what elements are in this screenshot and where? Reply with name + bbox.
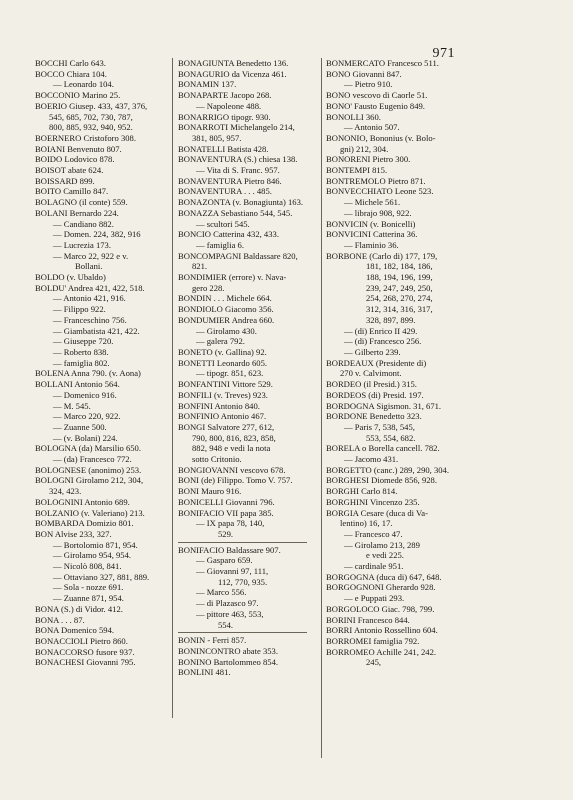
index-entry: — galera 792. (196, 336, 245, 347)
index-entry: BONVICINI Catterina 36. (326, 229, 418, 240)
index-entry: BORRI Antonio Rossellino 604. (326, 625, 438, 636)
index-entry: BONONIO, Bononius (v. Bolo- (326, 132, 436, 143)
index-entry: BONAVENTURA (S.) chiesa 138. (178, 154, 298, 165)
index-entry: BORGOLOCO Giac. 798, 799. (326, 603, 435, 614)
section-rule (178, 542, 307, 543)
index-entry: gero 228. (192, 282, 225, 293)
index-entry: — Zuanne 500. (53, 421, 107, 432)
index-entry: sotto Critonio. (192, 454, 242, 465)
index-entry: — IX papa 78, 140, (196, 518, 265, 529)
index-entry: — scultori 545. (196, 218, 250, 229)
index-entry: — Domenico 916. (53, 389, 117, 400)
index-entry: 324, 423. (49, 486, 82, 497)
index-entry: BORROMEO Achille 241, 242. (326, 646, 437, 657)
index-entry: BORINI Francesco 844. (326, 614, 410, 625)
column-divider (172, 58, 173, 718)
index-entry: BOCCHI Carlo 643. (35, 58, 106, 68)
index-entry: BONACHESI Giovanni 795. (35, 657, 136, 668)
index-entry: 529. (218, 528, 234, 539)
index-entry: e vedi 225. (366, 550, 404, 561)
index-entry: — Girolamo 954, 954. (53, 550, 132, 561)
index-entry: — Giovanni 97, 111, (196, 566, 269, 577)
index-entry: — (di) Enrico II 429. (344, 325, 418, 336)
index-entry: BOIDO Lodovico 878. (35, 154, 115, 165)
index-entry: — M. 545. (53, 400, 91, 411)
index-entry: — Girolamo 430. (196, 325, 257, 336)
index-entry: BONTEMPI 815. (326, 165, 388, 176)
index-entry: — cardinale 951. (344, 561, 404, 572)
index-entry: BONORENI Pietro 300. (326, 154, 411, 165)
section-rule (178, 632, 307, 633)
index-entry: BONAZONTA (v. Bonagiunta) 163. (178, 197, 304, 208)
index-entry: BOMBARDA Domizio 801. (35, 518, 134, 529)
index-entry: BORDEO (il Presid.) 315. (326, 379, 417, 390)
index-entry: BONFINIO Antonio 467. (178, 411, 267, 422)
index-entry: — Roberto 838. (53, 346, 109, 357)
index-entry: BORGETTO (canc.) 289, 290, 304. (326, 464, 449, 475)
index-entry: — Napoleone 488. (196, 100, 262, 111)
index-entry: BONAPARTE Jacopo 268. (178, 90, 272, 101)
index-entry: BONARRIGO tipogr. 930. (178, 111, 271, 122)
index-entry: BONGIOVANNI vescovo 678. (178, 464, 286, 475)
index-entry: BONFILI (v. Treves) 923. (178, 389, 268, 400)
index-entry: 554. (218, 619, 234, 630)
index-entry: BONIFACIO VII papa 385. (178, 507, 274, 518)
index-entry: — Jacomo 431. (344, 454, 399, 465)
index-entry: BONI Mauro 916. (178, 486, 242, 497)
index-entry: BONO Giovanni 847. (326, 68, 402, 79)
index-entry: 112, 770, 935. (218, 576, 268, 587)
index-entry: BONINCONTRO abate 353. (178, 645, 279, 656)
index-entry: BONAVENTURA . . . 485. (178, 186, 272, 197)
index-entry: BONICELLI Giovanni 796. (178, 496, 275, 507)
index-entry: BONDIMIER (errore) v. Nava- (178, 272, 287, 283)
index-entry: BOCCONIO Marino 25. (35, 90, 121, 101)
index-entry: BONFINI Antonio 840. (178, 400, 260, 411)
index-entry: — Paris 7, 538, 545, (344, 421, 415, 432)
index-entry: BONTREMOLO Pietro 871. (326, 175, 426, 186)
index-entry: BORGHINI Vincenzo 235. (326, 496, 420, 507)
index-entry: BONVICIN (v. Bonicelli) (326, 218, 416, 229)
index-entry: BONAMIN 137. (178, 79, 237, 90)
index-entry: — Lucrezia 173. (53, 239, 111, 250)
page-number: 971 (432, 46, 455, 61)
index-entry: 553, 554, 682. (366, 432, 416, 443)
index-entry: BOLDO (v. Ubaldo) (35, 272, 106, 283)
index-entry: BONLINI 481. (178, 667, 231, 678)
index-entry: BONFANTINI Vittore 529. (178, 379, 273, 390)
index-entry: BONA . . . 87. (35, 614, 85, 625)
index-entry: — Marco 556. (196, 587, 247, 598)
index-entry: BONIFACIO Baldassare 907. (178, 544, 281, 555)
index-entry: BOCCO Chiara 104. (35, 68, 107, 79)
index-entry: — Antonio 507. (344, 122, 400, 133)
index-entry: BON Alvise 233, 327. (35, 528, 112, 539)
index-entry: BOISSARD 899. (35, 175, 95, 186)
index-entry: 821. (192, 261, 208, 272)
index-entry: — Leonardo 104. (53, 79, 114, 90)
index-entry: BONA (S.) di Vidor. 412. (35, 603, 123, 614)
index-entry: — Nicolò 808, 841. (53, 561, 122, 572)
index-entry: BONATELLI Batista 428. (178, 143, 269, 154)
index-entry: BONACCORSO fusore 937. (35, 646, 135, 657)
index-columns (0, 58, 573, 758)
index-entry: 270 v. Calvimont. (340, 368, 402, 379)
index-entry: lentino) 16, 17. (340, 518, 393, 529)
index-entry: 381, 805, 957. (192, 132, 242, 143)
index-entry: — librajo 908, 922. (344, 207, 412, 218)
index-entry: — (v. Bolani) 224. (53, 432, 118, 443)
index-entry: BORGOGNONI Gherardo 928. (326, 582, 436, 593)
index-entry: BOLOGNESE (anonimo) 253. (35, 464, 142, 475)
index-entry: — Candiano 882. (53, 218, 114, 229)
index-entry: 882, 948 e vedi la nota (192, 443, 271, 454)
index-entry: — Franceschino 756. (53, 314, 127, 325)
index-entry: — di Plazasco 97. (196, 598, 259, 609)
index-entry: BOLAGNO (il conte) 559. (35, 197, 128, 208)
index-entry: — Antonio 421, 916. (53, 293, 126, 304)
index-entry: BORDEOS (di) Presid. 197. (326, 389, 424, 400)
index-column-1 (35, 58, 165, 668)
index-entry: 312, 314, 316, 317, (366, 304, 433, 315)
index-entry: BONAVENTURA Pietro 846. (178, 175, 282, 186)
index-entry: BONOLLI 360. (326, 111, 381, 122)
index-entry: — (di) Francesco 256. (344, 336, 422, 347)
index-entry: BONVECCHIATO Leone 523. (326, 186, 434, 197)
index-entry: 245, (366, 657, 382, 668)
index-entry: BONAGIUNTA Benedetto 136. (178, 58, 289, 68)
index-entry: BONETTI Leonardo 605. (178, 357, 268, 368)
index-entry: BORELA o Borella cancell. 782. (326, 443, 440, 454)
index-entry: BOLENA Anna 790. (v. Aona) (35, 368, 141, 379)
index-entry: BONDUMIER Andrea 660. (178, 314, 275, 325)
index-entry: BORDONE Benedetto 323. (326, 411, 422, 422)
index-entry: BORGHESI Diomede 856, 928. (326, 475, 437, 486)
index-entry: BOLOGNINI Antonio 689. (35, 496, 130, 507)
index-entry: BONGI Salvatore 277, 612, (178, 421, 275, 432)
index-entry: BORBONE (Carlo di) 177, 179, (326, 250, 438, 261)
index-entry: 790, 800, 816, 823, 858, (192, 432, 276, 443)
index-column-2 (178, 58, 315, 678)
index-entry: — Pietro 910. (344, 79, 393, 90)
index-entry: — Sola - nozze 691. (53, 582, 124, 593)
index-entry: BORGOGNA (duca di) 647, 648. (326, 571, 442, 582)
index-entry: 254, 268, 270, 274, (366, 293, 433, 304)
index-entry: BORGHI Carlo 814. (326, 486, 398, 497)
index-entry: — (da) Francesco 772. (53, 454, 132, 465)
index-entry: BORDEAUX (Presidente di) (326, 357, 427, 368)
index-entry: BONACCIOLI Pietro 860. (35, 635, 128, 646)
index-entry: — Bortolomio 871, 954. (53, 539, 138, 550)
index-entry: — Marco 220, 922. (53, 411, 121, 422)
index-entry: — famiglia 6. (196, 239, 244, 250)
index-entry: BOERIO Giusep. 433, 437, 376, (35, 100, 148, 111)
index-entry: BOLLANI Antonio 564. (35, 379, 120, 390)
index-entry: BONETO (v. Gallina) 92. (178, 346, 267, 357)
index-entry: — Gilberto 239. (344, 346, 401, 357)
index-entry: 545, 685, 702, 730, 787, (49, 111, 133, 122)
index-entry: BOLANI Bernardo 224. (35, 207, 119, 218)
index-entry: BONCOMPAGNI Baldassare 820, (178, 250, 298, 261)
index-entry: BONMERCATO Francesco 511. (326, 58, 439, 68)
index-entry: BOISOT abate 624. (35, 165, 104, 176)
index-entry: — Zuanne 871, 954. (53, 593, 124, 604)
index-entry: BONCIO Catterina 432, 433. (178, 229, 279, 240)
index-entry: BONAGURIO da Vicenza 461. (178, 68, 287, 79)
index-entry: BONDIN . . . Michele 664. (178, 293, 272, 304)
index-entry: gni) 212, 304. (340, 143, 389, 154)
index-entry: BONI (de) Filippo. Tomo V. 757. (178, 475, 293, 486)
index-entry: — Girolamo 213, 289 (344, 539, 420, 550)
index-entry: 800, 885, 932, 940, 952. (49, 122, 133, 133)
index-entry: — Francesco 47. (344, 528, 403, 539)
index-entry: BOERNERO Cristoforo 308. (35, 132, 136, 143)
index-entry: — Flaminio 36. (344, 239, 399, 250)
index-entry: BOITO Camillo 847. (35, 186, 109, 197)
index-entry: BONDIOLO Giacomo 356. (178, 304, 274, 315)
index-entry: BONO vescovo di Caorle 51. (326, 90, 428, 101)
index-entry: — Marco 22, 922 e v. (53, 250, 129, 261)
index-entry: BONO' Fausto Eugenio 849. (326, 100, 425, 111)
index-entry: BOLOGNA (da) Marsilio 650. (35, 443, 141, 454)
index-entry: BOLDU' Andrea 421, 422, 518. (35, 282, 145, 293)
index-column-3 (326, 58, 466, 668)
index-entry: BOIANI Benvenuto 807. (35, 143, 122, 154)
index-entry: BONINO Bartolommeo 854. (178, 656, 279, 667)
index-entry: Bollani. (75, 261, 103, 272)
index-entry: BONARROTI Michelangelo 214, (178, 122, 295, 133)
index-entry: — Giambatista 421, 422. (53, 325, 140, 336)
index-entry: — Ottaviano 327, 881, 889. (53, 571, 150, 582)
index-entry: 239, 247, 249, 250, (366, 282, 433, 293)
index-entry: — tipogr. 851, 623. (196, 368, 264, 379)
index-entry: — Michele 561. (344, 197, 401, 208)
index-entry: BOLZANIO (v. Valeriano) 213. (35, 507, 145, 518)
index-entry: — Gasparo 659. (196, 555, 253, 566)
index-entry: — famiglia 802. (53, 357, 110, 368)
index-entry: BONAZZA Sebastiano 544, 545. (178, 207, 293, 218)
index-entry: 181, 182, 184, 186, (366, 261, 433, 272)
column-divider (321, 58, 322, 758)
index-entry: BORDOGNA Sigismon. 31, 671. (326, 400, 442, 411)
index-entry: BORROMEI famiglia 792. (326, 635, 420, 646)
index-entry: — Filippo 922. (53, 304, 106, 315)
index-entry: BONIN - Ferri 857. (178, 635, 247, 646)
index-entry: 188, 194, 196, 199, (366, 272, 433, 283)
index-entry: — Giuseppe 720. (53, 336, 114, 347)
index-entry: — Domen. 224, 382, 916 (53, 229, 141, 240)
index-entry: — Vita di S. Franc. 957. (196, 165, 280, 176)
index-entry: 328, 897, 899. (366, 314, 416, 325)
index-entry: — e Puppati 293. (344, 593, 405, 604)
index-entry: BONA Domenico 594. (35, 625, 115, 636)
index-entry: — pittore 463, 553, (196, 608, 264, 619)
index-entry: BOLOGNI Girolamo 212, 304, (35, 475, 144, 486)
index-entry: BORGIA Cesare (duca di Va- (326, 507, 428, 518)
